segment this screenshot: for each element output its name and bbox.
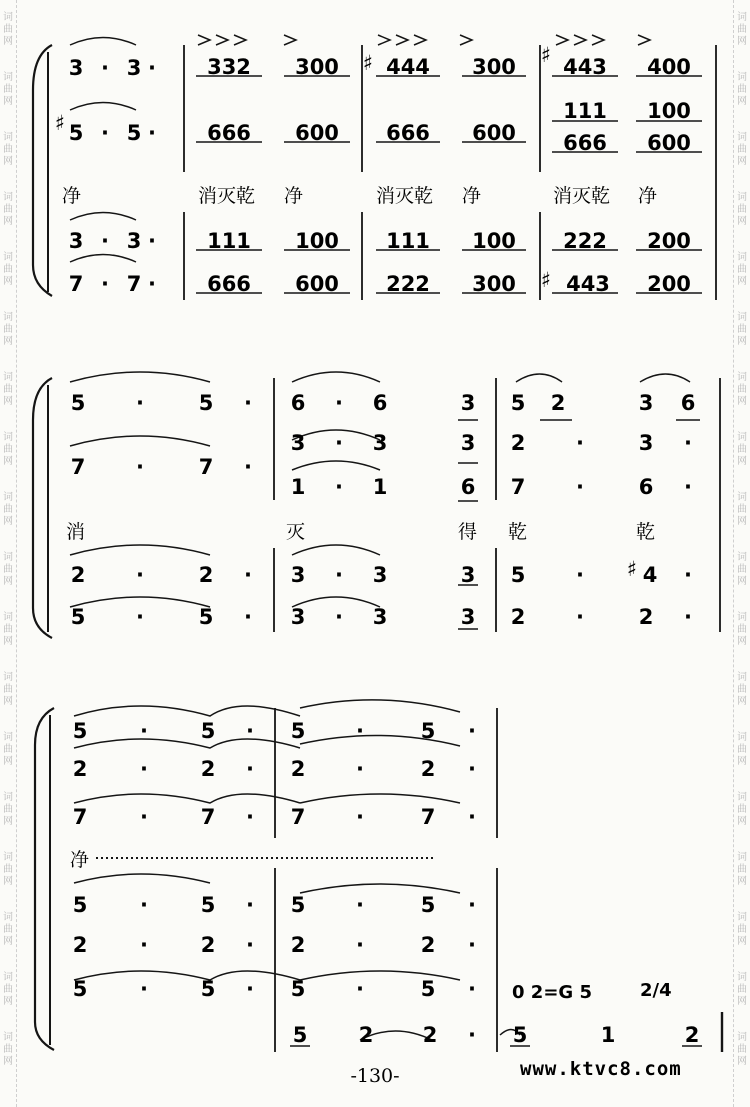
side-watermark-char: 曲 (737, 324, 747, 335)
side-watermark-char: 网 (737, 996, 747, 1007)
note: 3 (126, 229, 142, 253)
side-watermark-char: 曲 (737, 84, 747, 95)
sharp-sign: ♯ (540, 43, 552, 67)
note-group: 600 (472, 121, 516, 145)
side-watermark-char: 网 (3, 816, 13, 827)
side-watermark-char: 网 (737, 396, 747, 407)
dot: · (468, 933, 476, 957)
dot: · (246, 719, 254, 743)
dot: · (335, 391, 343, 415)
side-watermark-char: 网 (737, 96, 747, 107)
side-watermark-char: 网 (737, 516, 747, 527)
side-watermark-char: 曲 (737, 1044, 747, 1055)
dot: · (244, 605, 252, 629)
note: 2 (420, 757, 436, 781)
note: 2 (510, 605, 526, 629)
side-watermark-char: 曲 (3, 564, 13, 575)
note: 5 (200, 719, 216, 743)
side-watermark-char: 曲 (3, 384, 13, 395)
note: 5 (290, 719, 306, 743)
dot: · (335, 605, 343, 629)
side-watermark-char: 词 (3, 192, 13, 203)
side-watermark-char: 曲 (737, 144, 747, 155)
side-watermark-char: 网 (3, 516, 13, 527)
dot: · (136, 563, 144, 587)
note: 5 (420, 977, 436, 1001)
note: 2 (420, 933, 436, 957)
dot: · (468, 805, 476, 829)
note: 5 (510, 391, 526, 415)
side-watermark-char: 曲 (737, 564, 747, 575)
system-2-text (66, 391, 695, 629)
dot: · (140, 757, 148, 781)
side-watermark-char: 曲 (3, 504, 13, 515)
dot: · (244, 563, 252, 587)
dot: · (576, 475, 584, 499)
site-watermark: www.ktvc8.com (520, 1058, 682, 1080)
side-watermark-char: 网 (3, 1056, 13, 1067)
side-watermark-char: 词 (3, 612, 13, 623)
dot: · (140, 805, 148, 829)
note: 5 (420, 719, 436, 743)
dot: · (244, 455, 252, 479)
side-watermark-char: 曲 (3, 804, 13, 815)
note: 7 (126, 272, 142, 296)
note: 3 (372, 605, 388, 629)
side-watermark-char: 网 (737, 696, 747, 707)
note: 2 (550, 391, 566, 415)
note: 3 (460, 431, 476, 455)
note: 1 (600, 1023, 616, 1047)
note: 5 (72, 893, 88, 917)
note: 3 (460, 605, 476, 629)
note: 7 (72, 805, 88, 829)
note-group: 443 (563, 55, 607, 79)
side-watermark-char: 曲 (737, 384, 747, 395)
note: 2 (638, 605, 654, 629)
dot: · (468, 1023, 476, 1047)
side-watermark-char: 网 (3, 996, 13, 1007)
side-watermark-char: 网 (737, 816, 747, 827)
note: 3 (126, 56, 142, 80)
side-watermark-char: 网 (737, 876, 747, 887)
dot: · (136, 455, 144, 479)
side-watermark-char: 词 (737, 732, 747, 743)
dot: · (576, 605, 584, 629)
note: 5 (292, 1023, 308, 1047)
side-watermark-char: 词 (3, 372, 13, 383)
note-group: 666 (207, 121, 251, 145)
side-watermark-char: 词 (3, 852, 13, 863)
side-watermark-char: 网 (3, 396, 13, 407)
side-watermark-char: 曲 (3, 984, 13, 995)
side-watermark-char: 词 (737, 852, 747, 863)
note-group: 300 (472, 272, 516, 296)
side-watermark-char: 曲 (3, 84, 13, 95)
lyric: 净 (284, 185, 304, 207)
note-group: 222 (386, 272, 430, 296)
dot: · (246, 977, 254, 1001)
side-watermark-char: 词 (737, 132, 747, 143)
note-group: 600 (295, 121, 339, 145)
side-watermark-char: 词 (737, 1032, 747, 1043)
note: 3 (290, 431, 306, 455)
dot: · (356, 719, 364, 743)
dot: · (356, 933, 364, 957)
note: 2 (72, 933, 88, 957)
lyric: 消灭乾 (198, 185, 256, 207)
note: 6 (680, 391, 696, 415)
note: 2 (684, 1023, 700, 1047)
note-group: 100 (295, 229, 339, 253)
side-watermark-char: 网 (737, 36, 747, 47)
side-watermark-char: 词 (737, 972, 747, 983)
dot: · (140, 933, 148, 957)
note: 5 (290, 893, 306, 917)
note-group: 332 (207, 55, 251, 79)
side-watermark-char: 网 (3, 576, 13, 587)
note-group: 666 (563, 131, 607, 155)
note: 3 (460, 391, 476, 415)
lyric: 乾 (636, 521, 656, 543)
dot: · (148, 272, 156, 296)
side-watermark-char: 网 (3, 756, 13, 767)
note: 7 (198, 455, 214, 479)
side-watermark-char: 词 (3, 432, 13, 443)
sharp-sign: ♯ (540, 268, 552, 292)
time-signature: 2/4 (640, 980, 672, 1001)
side-watermark-char: 词 (3, 492, 13, 503)
side-watermark-char: 曲 (3, 324, 13, 335)
side-watermark-char: 网 (3, 276, 13, 287)
side-watermark-char: 曲 (737, 804, 747, 815)
note: 5 (126, 121, 142, 145)
side-watermark-char: 词 (3, 252, 13, 263)
side-watermark-char: 曲 (737, 684, 747, 695)
side-watermark-char: 网 (737, 276, 747, 287)
dot: · (468, 719, 476, 743)
dot: · (136, 391, 144, 415)
note: 5 (70, 605, 86, 629)
note: 6 (638, 475, 654, 499)
note: 3 (638, 391, 654, 415)
note: 5 (420, 893, 436, 917)
sharp-sign: ♯ (626, 557, 638, 581)
dot: · (101, 229, 109, 253)
side-watermark-char: 曲 (737, 864, 747, 875)
note: 5 (72, 977, 88, 1001)
side-watermark-char: 词 (3, 672, 13, 683)
dot: · (246, 805, 254, 829)
note: 3 (372, 431, 388, 455)
side-watermark-char: 词 (3, 972, 13, 983)
note: 7 (420, 805, 436, 829)
lyric: 消灭乾 (553, 185, 611, 207)
side-watermark-char: 曲 (3, 264, 13, 275)
dot: · (101, 272, 109, 296)
note: 2 (290, 757, 306, 781)
system-3 (35, 700, 722, 1052)
note: 5 (68, 121, 84, 145)
side-watermark-char: 词 (3, 12, 13, 23)
dot: · (148, 229, 156, 253)
dot: · (684, 431, 692, 455)
side-watermark-char: 词 (737, 552, 747, 563)
side-watermark-char: 网 (3, 636, 13, 647)
note-group: 100 (472, 229, 516, 253)
sharp-sign: ♯ (54, 111, 66, 135)
note: 2 (358, 1023, 374, 1047)
note: 1 (372, 475, 388, 499)
dot: · (101, 56, 109, 80)
dot: · (468, 893, 476, 917)
note-group: 111 (563, 99, 607, 123)
dot: · (244, 391, 252, 415)
note: 6 (290, 391, 306, 415)
dot: · (246, 933, 254, 957)
lyric: 得 (458, 521, 478, 543)
side-watermark-char: 曲 (3, 924, 13, 935)
dot: · (148, 121, 156, 145)
lyric: 净 (638, 185, 658, 207)
note: 7 (200, 805, 216, 829)
note-group: 222 (563, 229, 607, 253)
dot: · (356, 757, 364, 781)
side-watermark-char: 网 (3, 876, 13, 887)
note: 5 (510, 563, 526, 587)
side-watermark-char: 词 (737, 912, 747, 923)
note-group: 200 (647, 229, 691, 253)
side-watermark-char: 词 (737, 792, 747, 803)
dot: · (246, 893, 254, 917)
lyric: 乾 (508, 521, 528, 543)
lyric: 消灭乾 (376, 185, 434, 207)
note-group: 600 (647, 131, 691, 155)
dot: · (576, 431, 584, 455)
side-watermark-char: 网 (3, 456, 13, 467)
page-number: -130- (350, 1065, 400, 1087)
note-group: 300 (295, 55, 339, 79)
note: 5 (290, 977, 306, 1001)
side-watermark-char: 网 (737, 936, 747, 947)
side-watermark-char: 词 (3, 912, 13, 923)
note: 7 (510, 475, 526, 499)
system-1-text (55, 43, 691, 296)
note: 3 (68, 56, 84, 80)
side-watermark-char: 曲 (3, 744, 13, 755)
note-group: 400 (647, 55, 691, 79)
dot: · (136, 605, 144, 629)
note: 1 (290, 475, 306, 499)
side-watermark-char: 网 (737, 156, 747, 167)
side-watermark-char: 词 (3, 792, 13, 803)
note-group: 444 (386, 55, 430, 79)
side-watermark-char: 词 (3, 72, 13, 83)
side-watermark-char: 词 (3, 732, 13, 743)
note: 5 (200, 977, 216, 1001)
side-watermark-char: 曲 (3, 684, 13, 695)
side-watermark-char: 词 (3, 132, 13, 143)
note: 7 (290, 805, 306, 829)
side-watermark-char: 网 (3, 336, 13, 347)
side-watermark-char: 网 (3, 96, 13, 107)
sharp-sign: ♯ (362, 51, 374, 75)
dot: · (356, 805, 364, 829)
note: 2 (72, 757, 88, 781)
side-watermark-char: 曲 (737, 744, 747, 755)
side-watermark-char: 网 (737, 756, 747, 767)
dot: · (684, 605, 692, 629)
note: 5 (200, 893, 216, 917)
side-watermark-char: 词 (3, 552, 13, 563)
side-watermark-char: 词 (737, 432, 747, 443)
dot: · (246, 757, 254, 781)
side-watermark-char: 网 (737, 1056, 747, 1067)
side-watermark-char: 曲 (737, 204, 747, 215)
dot: · (468, 977, 476, 1001)
side-watermark-char: 词 (737, 672, 747, 683)
note-group: 100 (647, 99, 691, 123)
side-watermark-char: 曲 (737, 264, 747, 275)
note: 7 (70, 455, 86, 479)
note: 3 (638, 431, 654, 455)
note-group: 666 (386, 121, 430, 145)
dot: · (140, 977, 148, 1001)
note: 5 (70, 391, 86, 415)
dot: · (684, 475, 692, 499)
side-watermark-char: 网 (737, 576, 747, 587)
lyric: 净 (70, 849, 90, 871)
note: 5 (512, 1023, 528, 1047)
side-watermark-char: 网 (737, 456, 747, 467)
dot: · (335, 431, 343, 455)
side-watermark-char: 词 (737, 252, 747, 263)
lyric: 消 (66, 521, 86, 543)
side-watermark-char: 词 (737, 72, 747, 83)
side-watermark-char: 网 (3, 696, 13, 707)
note: 2 (510, 431, 526, 455)
lyric: 灭 (286, 521, 306, 543)
side-watermark-char: 网 (737, 636, 747, 647)
note: 3 (372, 563, 388, 587)
side-watermark-char: 网 (737, 336, 747, 347)
side-watermark-char: 网 (737, 216, 747, 227)
side-watermark-char: 网 (3, 216, 13, 227)
note-group: 443 (566, 272, 610, 296)
side-watermark-char: 曲 (3, 624, 13, 635)
note: 3 (290, 563, 306, 587)
side-watermark-char: 曲 (737, 924, 747, 935)
note: 5 (198, 391, 214, 415)
dot: · (335, 475, 343, 499)
note: 2 (422, 1023, 438, 1047)
dot: · (140, 893, 148, 917)
side-watermark-char: 词 (3, 312, 13, 323)
lyric: 净 (462, 185, 482, 207)
dot: · (148, 56, 156, 80)
note-group: 300 (472, 55, 516, 79)
side-watermark-char: 词 (737, 612, 747, 623)
dot: · (576, 563, 584, 587)
side-watermark-char: 词 (737, 12, 747, 23)
note: 5 (198, 605, 214, 629)
side-watermark-char: 曲 (3, 444, 13, 455)
dot: · (468, 757, 476, 781)
note-group: 111 (386, 229, 430, 253)
note: 3 (68, 229, 84, 253)
dot: · (335, 563, 343, 587)
note-group: 600 (295, 272, 339, 296)
side-watermark-char: 词 (3, 1032, 13, 1043)
dot: · (140, 719, 148, 743)
side-watermark-char: 曲 (3, 864, 13, 875)
side-watermark-char: 曲 (3, 204, 13, 215)
dot: · (101, 121, 109, 145)
side-watermark-char: 曲 (737, 504, 747, 515)
side-watermark-char: 曲 (737, 24, 747, 35)
side-watermark-char: 曲 (3, 24, 13, 35)
note-group: 666 (207, 272, 251, 296)
side-watermark-char: 词 (737, 312, 747, 323)
side-watermark-char: 网 (3, 936, 13, 947)
note: 3 (290, 605, 306, 629)
note: 6 (460, 475, 476, 499)
dot: · (356, 893, 364, 917)
note-group: 111 (207, 229, 251, 253)
note: 4 (642, 563, 658, 587)
note: 2 (200, 933, 216, 957)
dot: · (356, 977, 364, 1001)
note-group: 200 (647, 272, 691, 296)
side-watermark-char: 曲 (737, 984, 747, 995)
note: 3 (460, 563, 476, 587)
side-watermark-char: 词 (737, 492, 747, 503)
note: 2 (290, 933, 306, 957)
dot: · (684, 563, 692, 587)
note: 7 (68, 272, 84, 296)
lyric: 净 (62, 185, 82, 207)
side-watermark-char: 曲 (737, 624, 747, 635)
side-watermark-char: 词 (737, 192, 747, 203)
note: 2 (198, 563, 214, 587)
side-watermark-char: 曲 (737, 444, 747, 455)
key-signature: 0 2=G 5 (512, 982, 592, 1003)
side-watermark-char: 词 (737, 372, 747, 383)
note: 5 (72, 719, 88, 743)
side-watermark-char: 曲 (3, 1044, 13, 1055)
note: 2 (200, 757, 216, 781)
system-3-text (70, 719, 699, 1047)
note: 6 (372, 391, 388, 415)
side-watermark-char: 网 (3, 156, 13, 167)
side-watermark-char: 网 (3, 36, 13, 47)
note: 2 (70, 563, 86, 587)
side-watermark-char: 曲 (3, 144, 13, 155)
